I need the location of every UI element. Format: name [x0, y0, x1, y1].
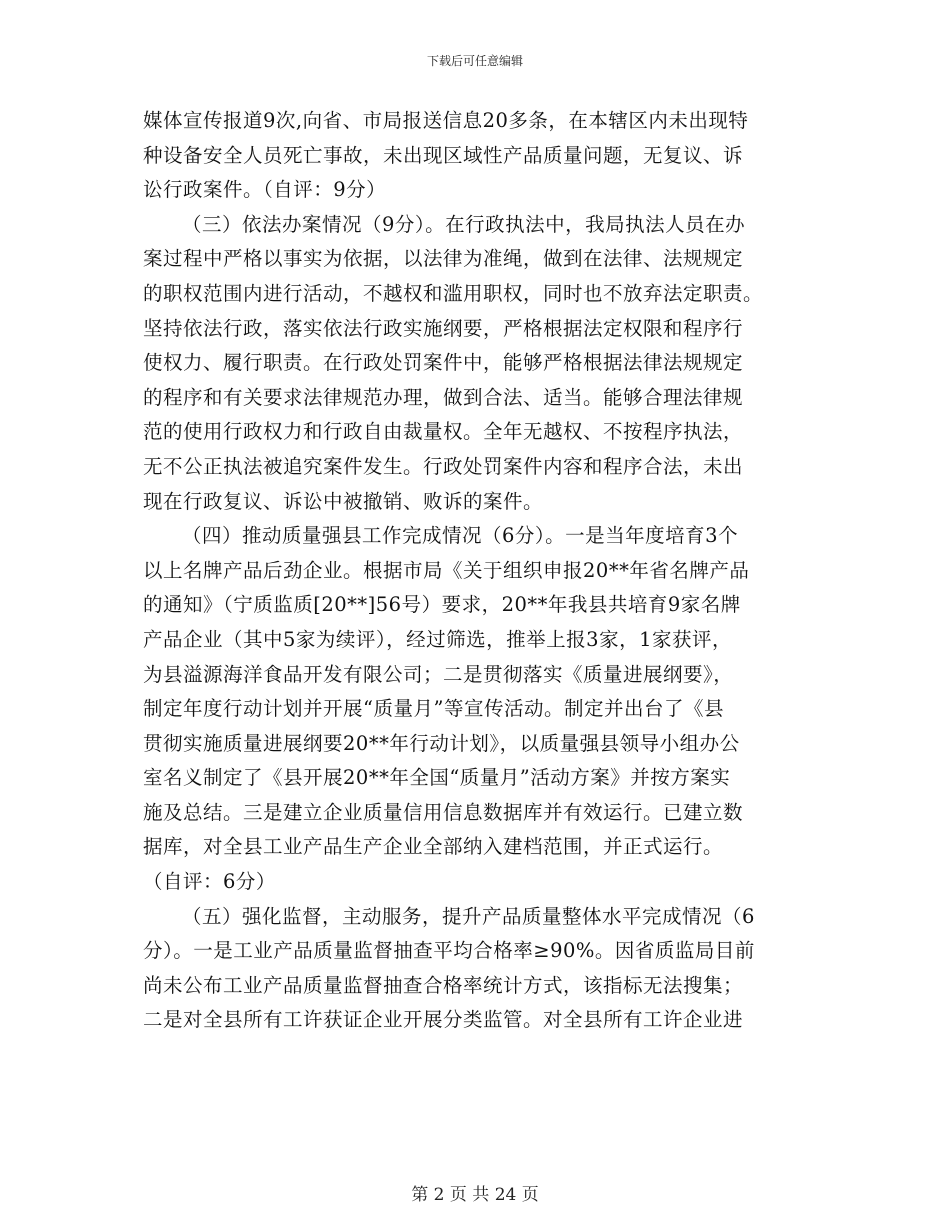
page-header: 下载后可任意编辑 [426, 54, 523, 68]
text-line: 二是对全县所有工许获证企业开展分类监管。对全县所有工许企业进 [143, 1008, 744, 1032]
text-line: 坚持依法行政，落实依法行政实施纲要，严格根据法定权限和程序行 [143, 316, 744, 340]
document-body [143, 104, 808, 1038]
text-line: 的职权范围内进行活动，不越权和滥用职权，同时也不放弃法定职责。 [143, 281, 764, 305]
text-line: 的通知》（宁质监质[20**]56号）要求，20**年我县共培育9家名牌 [143, 593, 741, 617]
text-line: （四）推动质量强县工作完成情况（6分）。一是当年度培育3个 [182, 524, 739, 548]
text-line: （五）强化监督，主动服务，提升产品质量整体水平完成情况（6 [182, 904, 755, 928]
text-line: 案过程中严格以事实为依据，以法律为准绳，做到在法律、法规规定 [143, 247, 744, 271]
text-line: 据库，对全县工业产品生产企业全部纳入建档范围，并正式运行。 [143, 835, 724, 859]
text-line: 室名义制定了《县开展20**年全国“质量月”活动方案》并按方案实 [143, 766, 731, 790]
text-line: 分）。一是工业产品质量监督抽查平均合格率≥90%。因省质监局目前 [143, 939, 755, 963]
text-line: 制定年度行动计划并开展“质量月”等宣传活动。制定并出台了《县 [143, 697, 724, 721]
text-line: （自评：6分） [143, 870, 276, 894]
text-line: 现在行政复议、诉讼中被撤销、败诉的案件。 [143, 489, 544, 513]
text-line: 种设备安全人员死亡事故，未出现区域性产品质量问题，无复议、诉 [143, 143, 744, 167]
text-line: 为县溢源海洋食品开发有限公司；二是贯彻落实《质量进展纲要》， [143, 662, 734, 686]
text-line: 施及总结。三是建立企业质量信用信息数据库并有效运行。已建立数 [143, 800, 744, 824]
text-line: 媒体宣传报道9次,向省、市局报送信息20多条，在本辖区内未出现特 [143, 109, 749, 132]
text-line: 范的使用行政权力和行政自由裁量权。全年无越权、不按程序执法， [143, 420, 744, 444]
text-line: 产品企业（其中5家为续评），经过筛选，推举上报3家，1家获评， [143, 627, 732, 651]
text-line: 的程序和有关要求法律规范办理，做到合法、适当。能够合理法律规 [143, 385, 744, 409]
text-line: 以上名牌产品后劲企业。根据市局《关于组织申报20**年省名牌产品 [143, 558, 750, 582]
text-line: 无不公正执法被追究案件发生。行政处罚案件内容和程序合法，未出 [143, 454, 744, 478]
text-line: 贯彻实施质量进展纲要20**年行动计划》，以质量强县领导小组办公 [143, 731, 740, 755]
text-line: 讼行政案件。（自评：9分） [143, 178, 387, 202]
text-line: （三）依法办案情况（9分）。在行政执法中，我局执法人员在办 [182, 212, 746, 236]
text-line: 使权力、履行职责。在行政处罚案件中，能够严格根据法律法规规定 [143, 351, 744, 375]
text-line: 尚未公布工业产品质量监督抽查合格率统计方式，该指标无法搜集； [143, 973, 744, 997]
page-footer: 第 2 页 共 24 页 [411, 1185, 539, 1205]
